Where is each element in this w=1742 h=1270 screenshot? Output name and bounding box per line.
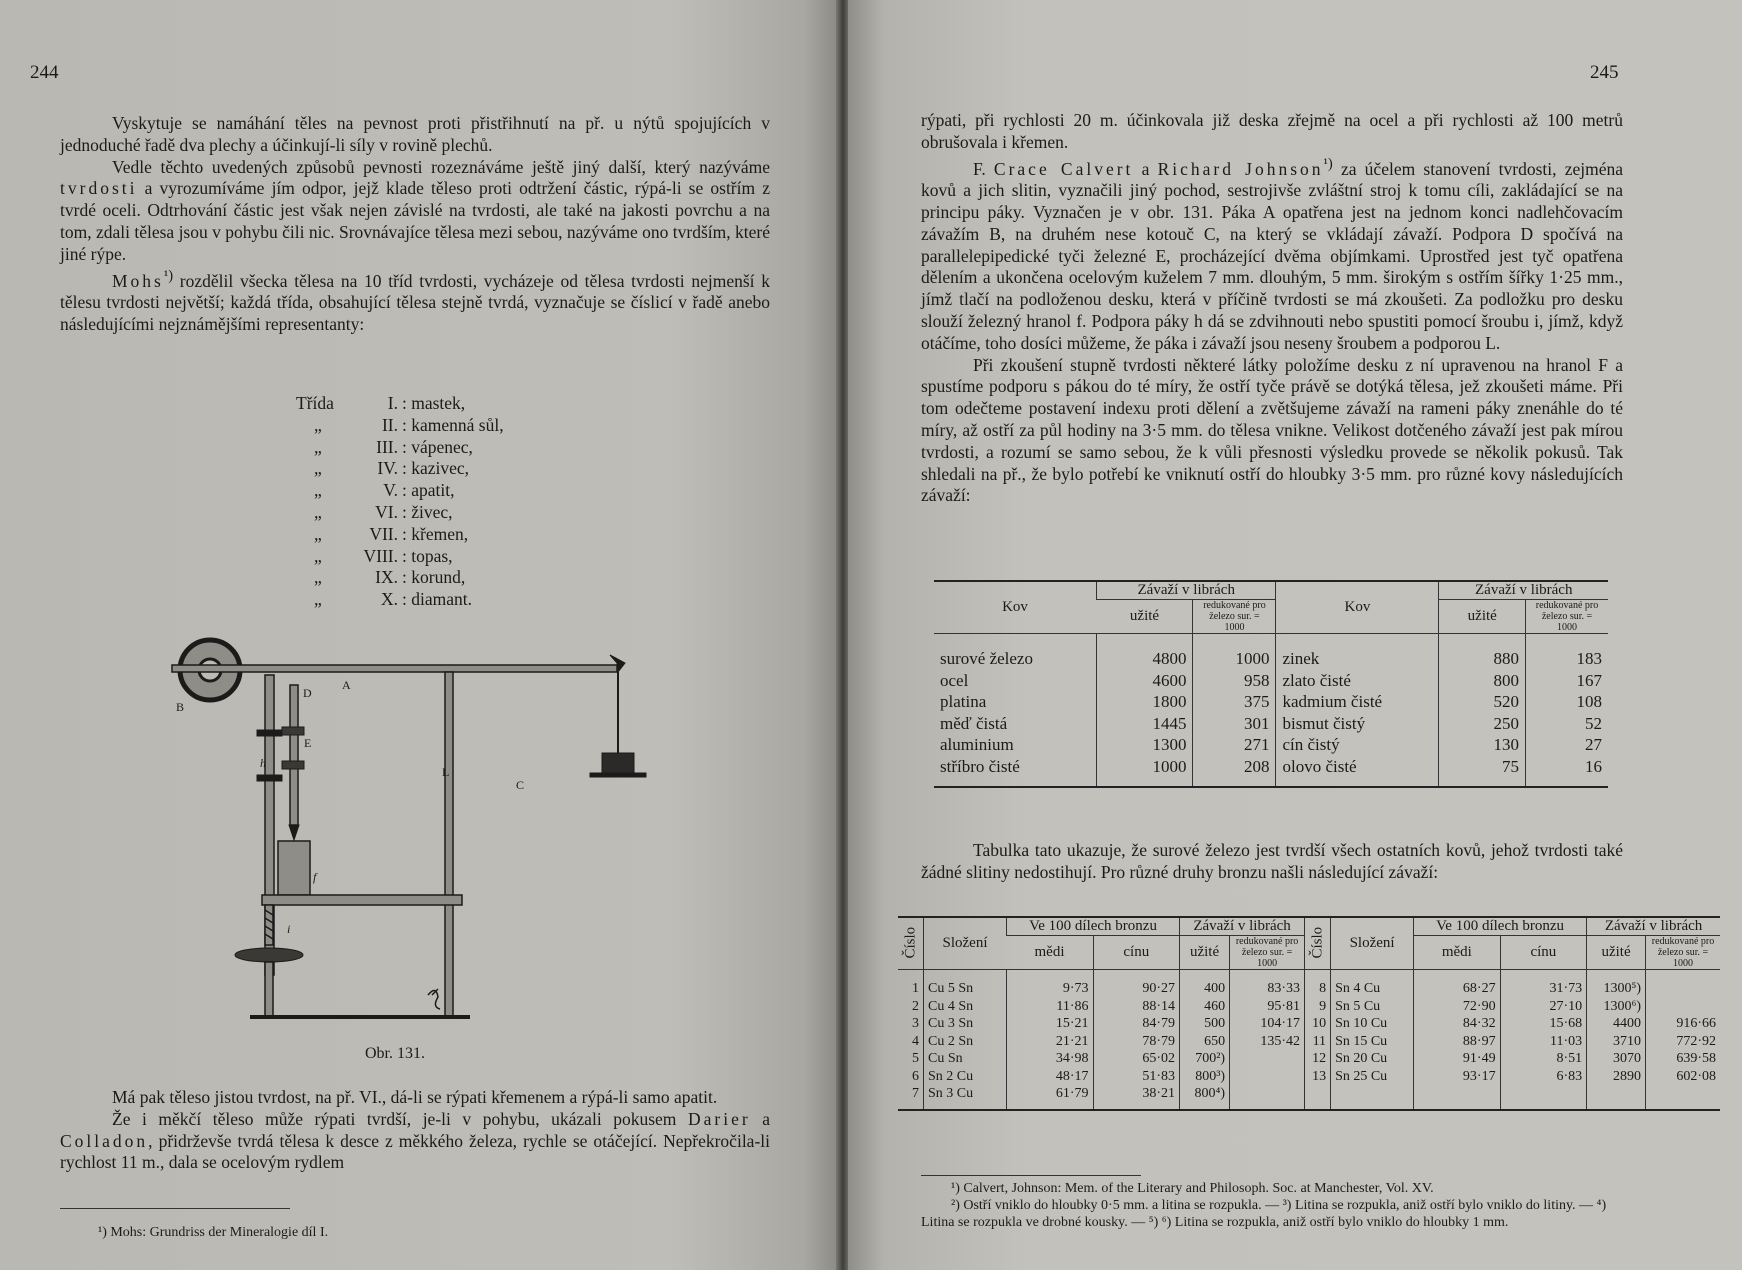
- table-header: Číslo: [1305, 917, 1331, 970]
- table-row: 3 Cu 3 Sn 15·21 84·79 500 104·17 10 Sn 10 Cu 84·32 15·68 4400 916·66: [898, 1015, 1720, 1033]
- figure-label-b: B: [176, 700, 185, 714]
- bronze-hardness-table: [898, 916, 1720, 1111]
- table-header: Kov: [1276, 581, 1439, 634]
- list-item: „ IX. : korund,: [314, 567, 466, 588]
- list-item: „ VI. : živec,: [314, 501, 453, 522]
- footnote: ²) Ostří vniklo do hloubky 0·5 mm. a litina se rozpukla. — ³) Litina se rozpukla, aniž ostří bylo vniklo do litiny. — ⁴) Litina se rozpukla ve drobné kousky. — ⁵) ⁶) Litina se rozpukla, aniž ostří bylo vniklo do hloubky 1 mm.: [921, 1198, 1607, 1230]
- table-header: užité: [1439, 600, 1526, 634]
- table-row: 7 Sn 3 Cu 61·79 38·21 800⁴): [898, 1085, 1720, 1110]
- table-header: užité: [1097, 600, 1193, 634]
- table-row: 1 Cu 5 Sn 9·73 90·27 400 83·33 8 Sn 4 Cu 68·27 31·73 1300⁵): [898, 970, 1720, 998]
- paragraph: Vyskytuje se namáhání těles na pevnost proti přistřihnutí na př. u nýtů spojujících v jednoduché řadě dva plechy a účinkují-li síly v rovině plechů.: [60, 113, 770, 155]
- figure-label-c: C: [516, 778, 525, 792]
- table-header: užité: [1180, 936, 1230, 970]
- footnotes-right: [921, 1180, 1621, 1231]
- left-page: [0, 0, 838, 1270]
- table-header: redukované pro železo sur. = 1000: [1230, 936, 1305, 970]
- figure-label-a: A: [342, 678, 351, 692]
- table-row: ocel 4600 958 zlato čisté 800 167: [934, 670, 1608, 692]
- footnote: ¹) Calvert, Johnson: Mem. of the Literary and Philosoph. Soc. at Manchester, Vol. XV.: [951, 1181, 1434, 1196]
- paragraph: Při zkoušení stupně tvrdosti některé látky položíme desku z ní upravenou na hranol F a spustíme podporu s pákou do té míry, že ostří tyče právě se dotýká tělesa, jež zkoušeti máme. Při tom odečteme postavení indexu proti dělení a zvětšujeme závaží na rameni páky znenáhle do té míry, až ostří za půl hodiny na 3·5 mm. do tělesa vnikne. Velikost dotčeného závaží jest pak mírou tvrdosti, a rozumí se samo sebou, že k vůli přesnosti výsledku provede se několik pokusů. Tak shledali na př., že bylo potřebí ke vniknutí ostří do hloubky 3·5 mm. pro různé kovy následujících závaží:: [921, 354, 1623, 506]
- paragraph: Vedle těchto uvedených způsobů pevnosti rozeznáváme ještě jiný další, který nazýváme tvrdosti a vyrozumíváme jím odpor, jejž klade těleso proti odtržení částic, rýpá-li se ostřím z tvrdé oceli. Odtrhování částic jest však nejen závislé na tvrdosti, ale také na jakosti povrchu a na tom, zdali tělesa jsou v pohybu čili nic. Srovnávajíce tělesa mezi sebou, nazýváme ono tvrdším, které jiné rýpe.: [60, 156, 771, 264]
- table-header: Kov: [934, 581, 1097, 634]
- table-row: stříbro čisté 1000 208 olovo čisté 75 16: [934, 756, 1608, 787]
- mohs-class-list: [296, 393, 504, 611]
- table-row: surové železo 4800 1000 zinek 880 183: [934, 634, 1608, 670]
- engraver-mark-icon: [428, 989, 440, 1009]
- table-header: redukované pro železo sur. = 1000: [1193, 600, 1276, 634]
- paragraph: Má pak těleso jistou tvrdost, na př. VI., dá-li se rýpati křemenem a rýpá-li samo apatit.: [112, 1087, 718, 1107]
- table-row: 5 Cu Sn 34·98 65·02 700²) 12 Sn 20 Cu 91·49 8·51 3070 639·58: [898, 1050, 1720, 1068]
- table-header: Složení: [924, 917, 1007, 970]
- left-text-top: [60, 113, 770, 336]
- metal-hardness-table: [934, 580, 1608, 788]
- figure-label-i: i: [287, 922, 291, 936]
- table-header: Ve 100 dílech bronzu: [1414, 917, 1587, 936]
- list-item: „ II. : kamenná sůl,: [314, 414, 504, 435]
- figure-label-h: h: [260, 756, 266, 770]
- table-header: Číslo: [898, 917, 924, 970]
- list-item: „ VIII. : topas,: [314, 545, 453, 566]
- figure-label-l: L: [442, 765, 450, 779]
- paragraph: Tabulka tato ukazuje, že surové železo jest tvrdší všech ostatních kovů, jehož tvrdosti také žádné slitiny nedostihují. Pro různé druhy bronzu našli následující závaží:: [921, 840, 1623, 882]
- list-item: „ III. : vápenec,: [314, 436, 473, 457]
- table-header: mědi: [1007, 936, 1094, 970]
- table-header: mědi: [1414, 936, 1501, 970]
- footnote-rule: [921, 1175, 1141, 1176]
- table-row: platina 1800 375 kadmium čisté 520 108: [934, 691, 1608, 713]
- page-number-right: 245: [1590, 62, 1619, 83]
- list-item: „ X. : diamant.: [314, 589, 472, 610]
- table-header: Závaží v librách: [1587, 917, 1720, 936]
- table-row: 4 Cu 2 Sn 21·21 78·79 650 135·42 11 Sn 15 Cu 88·97 11·03 3710 772·92: [898, 1033, 1720, 1051]
- paragraph: rýpati, při rychlosti 20 m. účinkovala již deska zřejmě na ocel a při rychlosti až 100 metrů obrušovala i křemen.: [921, 110, 1623, 152]
- right-text-top: [921, 110, 1623, 507]
- table-header: užité: [1587, 936, 1646, 970]
- table-header: redukované pro železo sur. = 1000: [1526, 600, 1609, 634]
- table-row: 6 Sn 2 Cu 48·17 51·83 800³) 13 Sn 25 Cu 93·17 6·83 2890 602·08: [898, 1068, 1720, 1086]
- figure-label-e: E: [304, 736, 312, 750]
- footnote: ¹) Mohs: Grundriss der Mineralogie díl I.: [98, 1225, 329, 1240]
- table-header: Ve 100 dílech bronzu: [1007, 917, 1180, 936]
- table-row: aluminium 1300 271 cín čistý 130 27: [934, 734, 1608, 756]
- figure-label-d: D: [303, 686, 312, 700]
- hardness-apparatus-figure: [170, 635, 660, 1035]
- figure-label-f: f: [313, 870, 317, 884]
- list-item: „ V. : apatit,: [314, 480, 455, 501]
- left-text-bottom: [60, 1087, 770, 1174]
- paragraph: Mohs$^{^1)}$ rozdělil všecka tělesa na 10 tříd tvrdosti, vycházeje od tělesa tvrdosti nejmenší k tělesu tvrdosti největší; každá třída, obsahující tělesa stejně tvrdá, vyznačuje se číslicí v řadě anebo následujícími nejznámějšími representanty:: [60, 267, 770, 334]
- table-header: Závaží v librách: [1439, 581, 1608, 600]
- footnote-rule: [60, 1208, 290, 1209]
- table-header: cínu: [1093, 936, 1180, 970]
- table-header: redukované pro železo sur. = 1000: [1646, 936, 1721, 970]
- figure-caption: Obr. 131.: [365, 1045, 425, 1062]
- page-number-left: 244: [30, 62, 59, 83]
- right-text-middle: [921, 840, 1623, 884]
- table-header: Závaží v librách: [1180, 917, 1305, 936]
- table-header: Složení: [1331, 917, 1414, 970]
- paragraph: Že i měkčí těleso může rýpati tvrdší, je-li v pohybu, ukázali pokusem Darier a Colladon, přidrževše tvrdá tělesa k desce z měkkého železa, rychle se otáčející. Nepřekročila-li rychlost 11 m., dala se ocelovým rydlem: [60, 1108, 770, 1173]
- list-item: „ VII. : křemen,: [314, 523, 469, 544]
- table-row: měď čistá 1445 301 bismut čistý 250 52: [934, 713, 1608, 735]
- table-header: cínu: [1500, 936, 1587, 970]
- paragraph: F. Crace Calvert a Richard Johnson$^{^1)}$ za účelem stanovení tvrdosti, zejména kovů a jich slitin, vyznačili jiný pochod, sestrojivše zvláštní stroj k tomu cíli, zakládající se na principu páky. Vyznačen je v obr. 131. Páka A opatřena jest na jednom konci nadlehčovacím závažím B, na druhém nese kotouč C, na který se vkládají závaží. Podpora D spočívá na parallelepipedické tyči železné E, procházející dvěma objímkami. Uprostřed jest tyč opatřena dělením a ukončena ocelovým kuželem 7 mm. dlouhým, 5 mm. širokým s ostřím šířky 1·25 mm., jímž tlačí na podloženou desku, která v příčině tvrdosti se má zkoušeti. Za podložku pro desku slouží železný hranol f. Podpora páky h dá se zdvihnouti nebo spustiti pomocí šroubu i, jímž, když otáčíme, toho dosíci můžeme, že páka i závaží jsou neseny šroubem a podporou L.: [921, 155, 1623, 353]
- list-item: „ IV. : kazivec,: [314, 458, 470, 479]
- table-header: Závaží v librách: [1097, 581, 1276, 600]
- list-item: Třída I. : mastek,: [296, 393, 466, 413]
- table-row: 2 Cu 4 Sn 11·86 88·14 460 95·81 9 Sn 5 Cu 72·90 27·10 1300⁶): [898, 998, 1720, 1016]
